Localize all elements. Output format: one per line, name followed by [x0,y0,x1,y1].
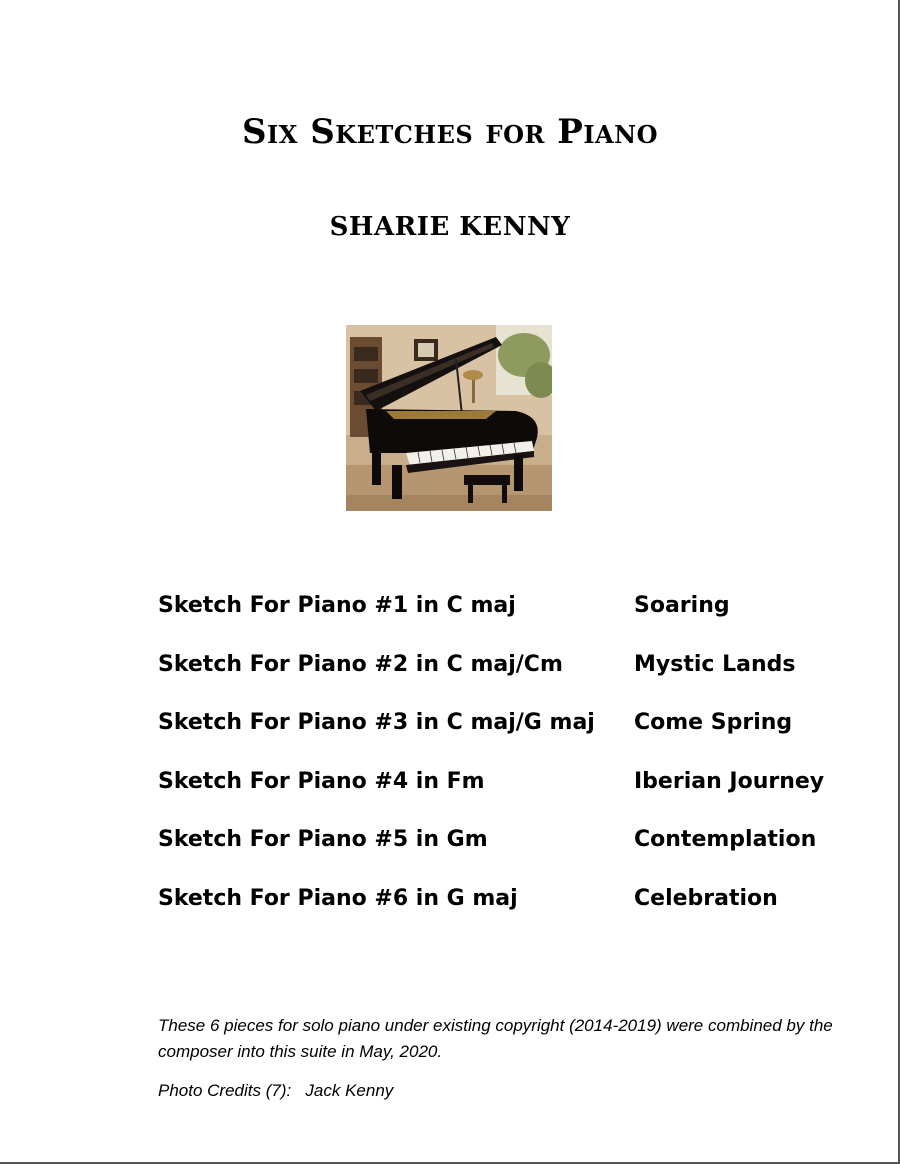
composer-name: SHARIE KENNY [329,212,571,242]
list-item [158,881,848,940]
list-item [158,588,848,647]
piece-subtitle: Contemplation [634,827,817,853]
piece-subtitle: Soaring [634,593,730,618]
piece-name: Sketch For Piano #4 in Fm [158,768,485,794]
piece-name: Sketch For Piano #1 in C maj [158,593,516,618]
list-item [158,705,848,764]
piece-list [158,588,848,940]
piece-subtitle: Mystic Lands [634,651,796,677]
grand-piano-photo [346,325,552,511]
copyright-note: These 6 pieces for solo piano under existing copyright (2014-2019) were combined by the composer into this suite in May, 2020. [158,1016,833,1061]
list-item [158,822,848,881]
piece-name: Sketch For Piano #5 in Gm [158,827,488,853]
piece-name: Sketch For Piano #6 in G maj [158,885,518,911]
piece-subtitle: Iberian Journey [634,768,825,794]
piece-name: Sketch For Piano #3 in C maj/G maj [158,710,595,736]
list-item [158,764,848,823]
list-item [158,647,848,706]
page-title: Six Sketches for Piano [241,112,659,152]
photo-credits: Photo Credits (7): Jack Kenny [158,1081,394,1100]
piece-subtitle: Celebration [634,885,778,911]
piece-name: Sketch For Piano #2 in C maj/Cm [158,651,563,677]
piece-subtitle: Come Spring [634,710,793,736]
